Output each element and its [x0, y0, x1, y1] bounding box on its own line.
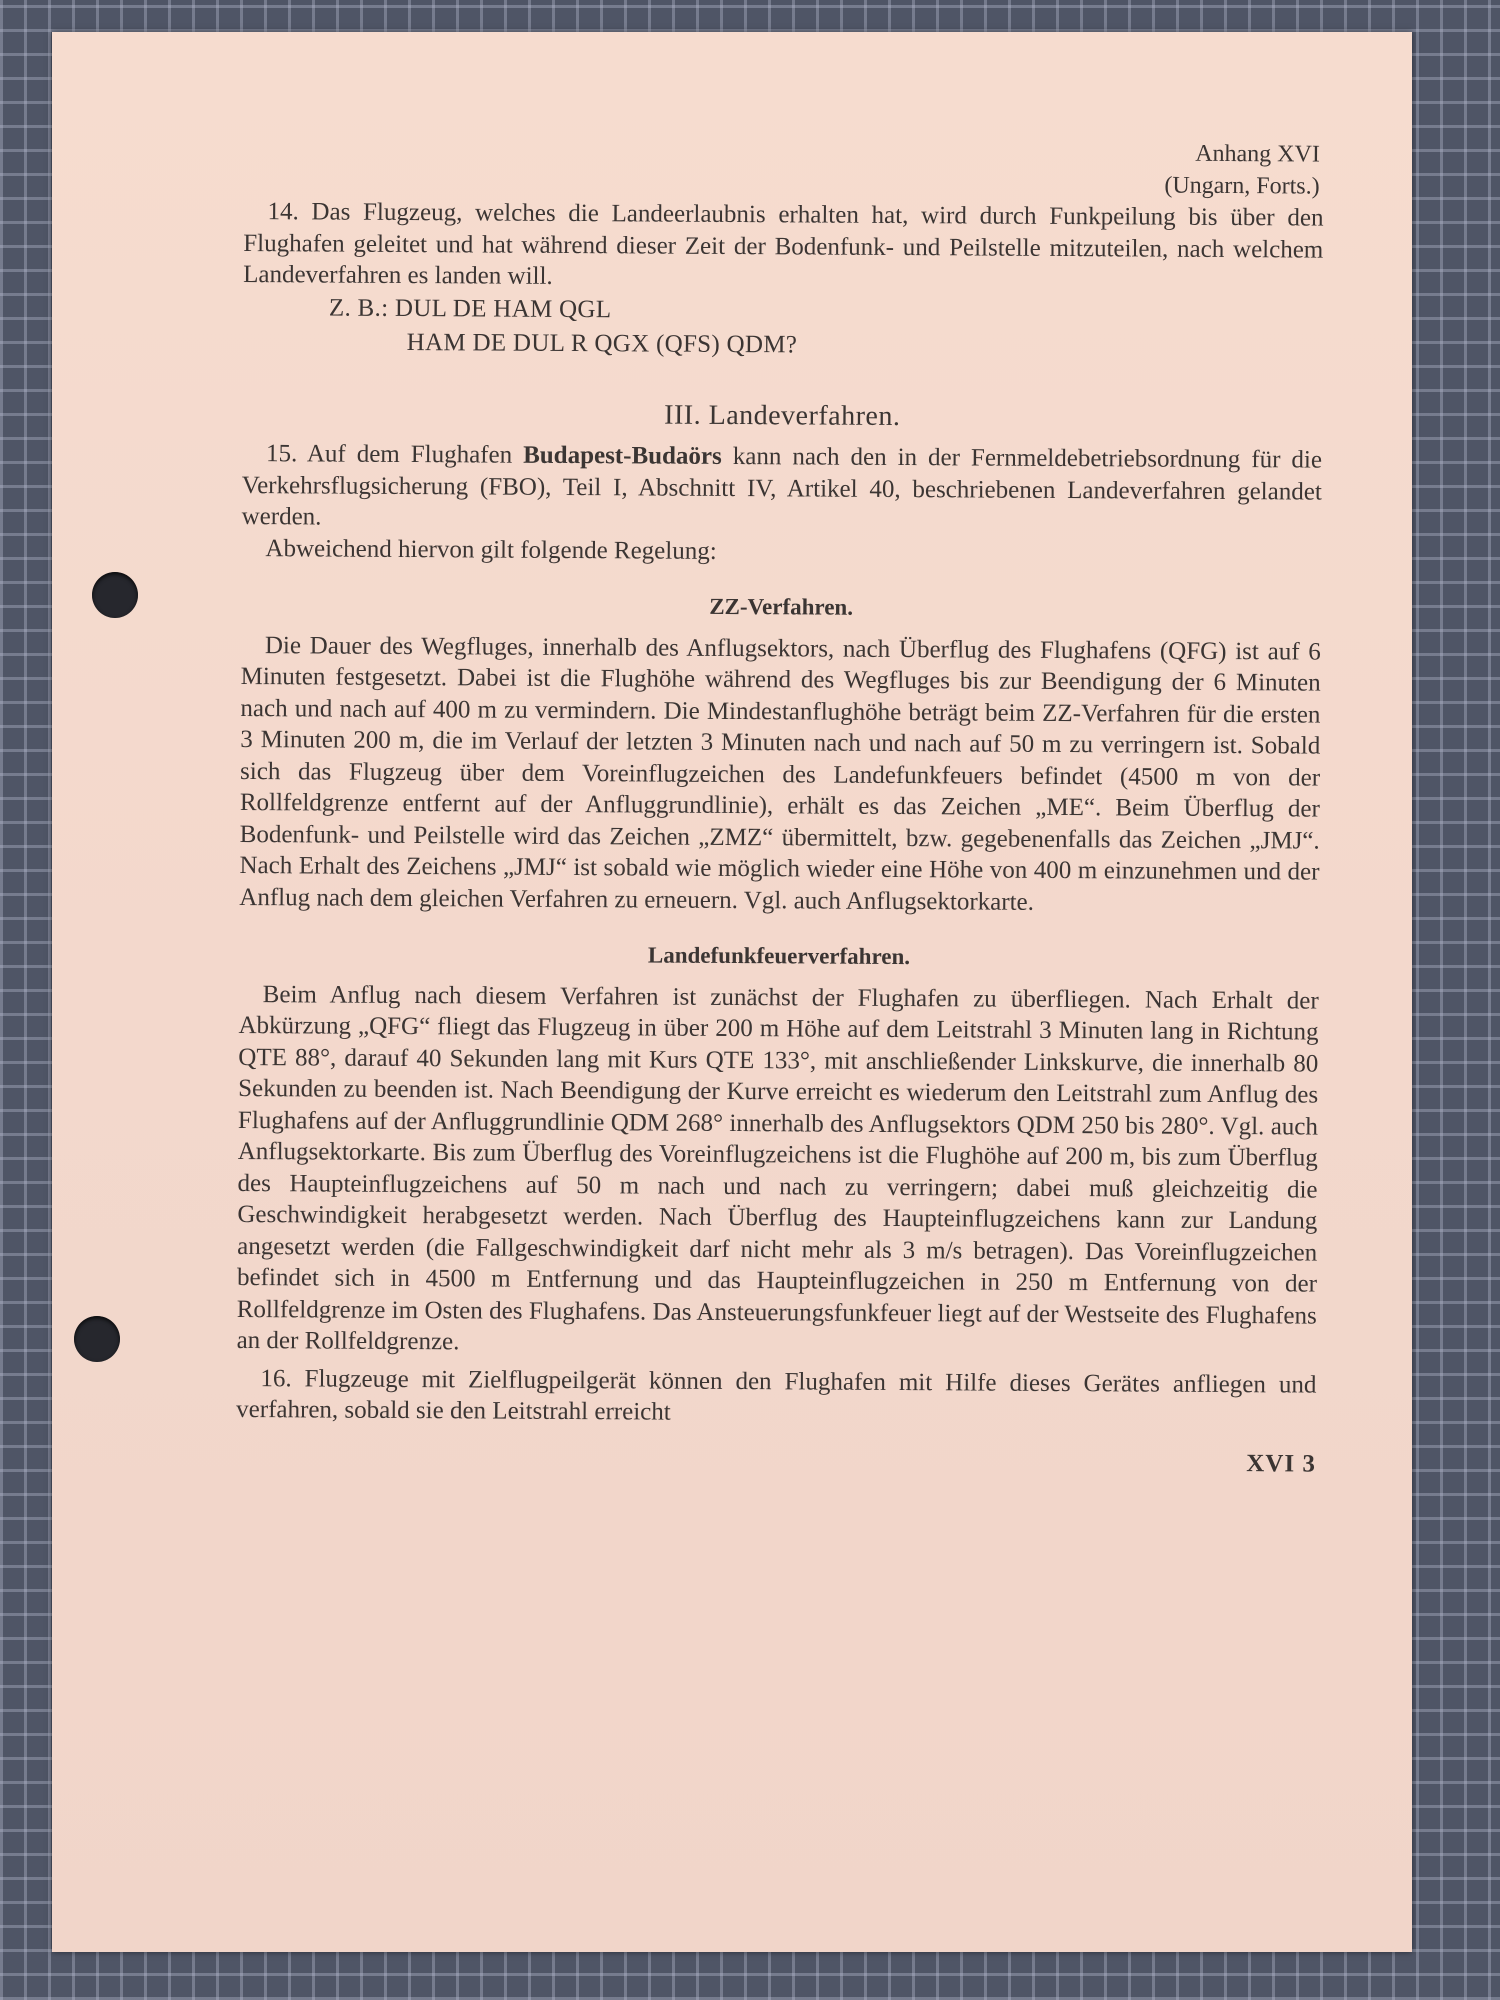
paragraph-15: [242, 438, 1323, 539]
paragraph-15-prefix: 15. Auf dem Flughafen: [265, 440, 524, 469]
punch-hole: [92, 572, 138, 618]
appendix-label: Anhang XVI: [1195, 140, 1320, 168]
page-content: [236, 132, 1324, 1480]
example-block: [329, 291, 1323, 365]
lff-title: Landefunkfeuerverfahren.: [647, 942, 911, 970]
appendix-sublabel: (Ungarn, Forts.): [1164, 172, 1320, 200]
paragraph-16: 16. Flugzeuge mit Zielflugpeilgerät können den Flughafen mit Hilfe dieses Gerätes anfliegen und verfahren, sobald sie den Leitstrahl erreicht: [236, 1364, 1317, 1426]
page-number: XVI 3: [1246, 1449, 1316, 1478]
zz-text: Die Dauer des Wegfluges, innerhalb des Anflugsektors, nach Überflug des Flughafens (QFG) ist auf 6 Minuten festgesetzt. Dabei ist die Flughöhe während des Wegfluges bis zur Beendigung der 6 Minuten nach und nach auf 400 m zu vermindern. Die Mindestanflughöhe beträgt beim ZZ-Verfahren für die ersten 3 Minuten 200 m, die im Verlauf der letzten 3 Minuten nach und nach auf 50 m zu verringern ist. Sobald sich das Flugzeug über dem Voreinflugzeichen des Landefunkfeuers befindet (4500 m von der Rollfeldgrenze entfernt auf der Anfluggrundlinie), erhält es das Zeichen „ME“. Beim Überflug der Bodenfunk- und Peilstelle wird das Zeichen „ZMZ“ übermittelt, bzw. gegebenenfalls das Zeichen „JMJ“. Nach Erhalt des Zeichens „JMJ“ ist sobald wie möglich wieder eine Höhe von 400 m einzunehmen und der Anflug nach dem gleichen Verfahren zu erneuern. Vgl. auch Anflugsektorkarte.: [239, 631, 1321, 916]
punch-hole: [74, 1316, 120, 1362]
zz-title: ZZ-Verfahren.: [709, 593, 854, 620]
section-title: III. Landeverfahren.: [664, 399, 901, 432]
airport-name: Budapest-Budaörs: [523, 441, 722, 470]
lff-text: Beim Anflug nach diesem Verfahren ist zunächst der Flughafen zu überfliegen. Nach Erhalt der Abkürzung „QFG“ fliegt das Flugzeug in über 200 m Höhe auf dem Leitstrahl 3 Minuten lang in Richtung QTE 88°, darauf 40 Sekunden lang mit Kurs QTE 133°, mit anschließender Linkskurve, die innerhalb 80 Sekunden zu beenden ist. Nach Beendigung der Kurve erreicht es wiederum den Leitstrahl zum Anflug des Flughafens auf der Anfluggrundlinie QDM 268° innerhalb des Anflugsektors QDM 250 bis 280°. Vgl. auch Anflugsektorkarte. Bis zum Überflug des Voreinflugzeichens ist die Flughöhe auf 200 m, bis zum Überflug des Haupteinflugzeichens auf 50 m nach und nach zu verringern; dabei muß gleichzeitig die Geschwindigkeit herabgesetzt werden. Nach Überflug des Haupteinflugzeichens kann zur Landung angesetzt werden (die Fallgeschwindigkeit darf nicht mehr als 3 m/s betragen). Das Voreinflugzeichen befindet sich in 4500 m Entfernung und das Haupteinflugzeichen in 250 m Entfernung von der Rollfeldgrenze im Osten des Flughafens. Das Ansteuerungsfunkfeuer liegt auf der Westseite des Flughafens an der Rollfeldgrenze.: [236, 980, 1319, 1356]
document-page: [52, 32, 1412, 1952]
paragraph-15-line2: Abweichend hiervon gilt folgende Regelung:: [265, 534, 717, 565]
example-line-1: Z. B.: DUL DE HAM QGL: [328, 294, 612, 323]
paragraph-15-rest: kann nach den in der Fernmeldebetriebsordnung für die Verkehrsflugsicherung (FBO), Teil I, Abschnitt IV, Artikel 40, beschriebenen Landeverfahren gelandet werden.: [241, 442, 1323, 531]
example-line-2: HAM DE DUL R QGX (QFS) QDM?: [406, 328, 798, 358]
paragraph-14: 14. Das Flugzeug, welches die Landeerlaubnis erhalten hat, wird durch Funkpeilung bis über den Flughafen geleitet und hat während dieser Zeit der Bodenfunk- und Peilstelle mitzuteilen, nach welchem Landeverfahren es landen will.: [243, 198, 1324, 290]
